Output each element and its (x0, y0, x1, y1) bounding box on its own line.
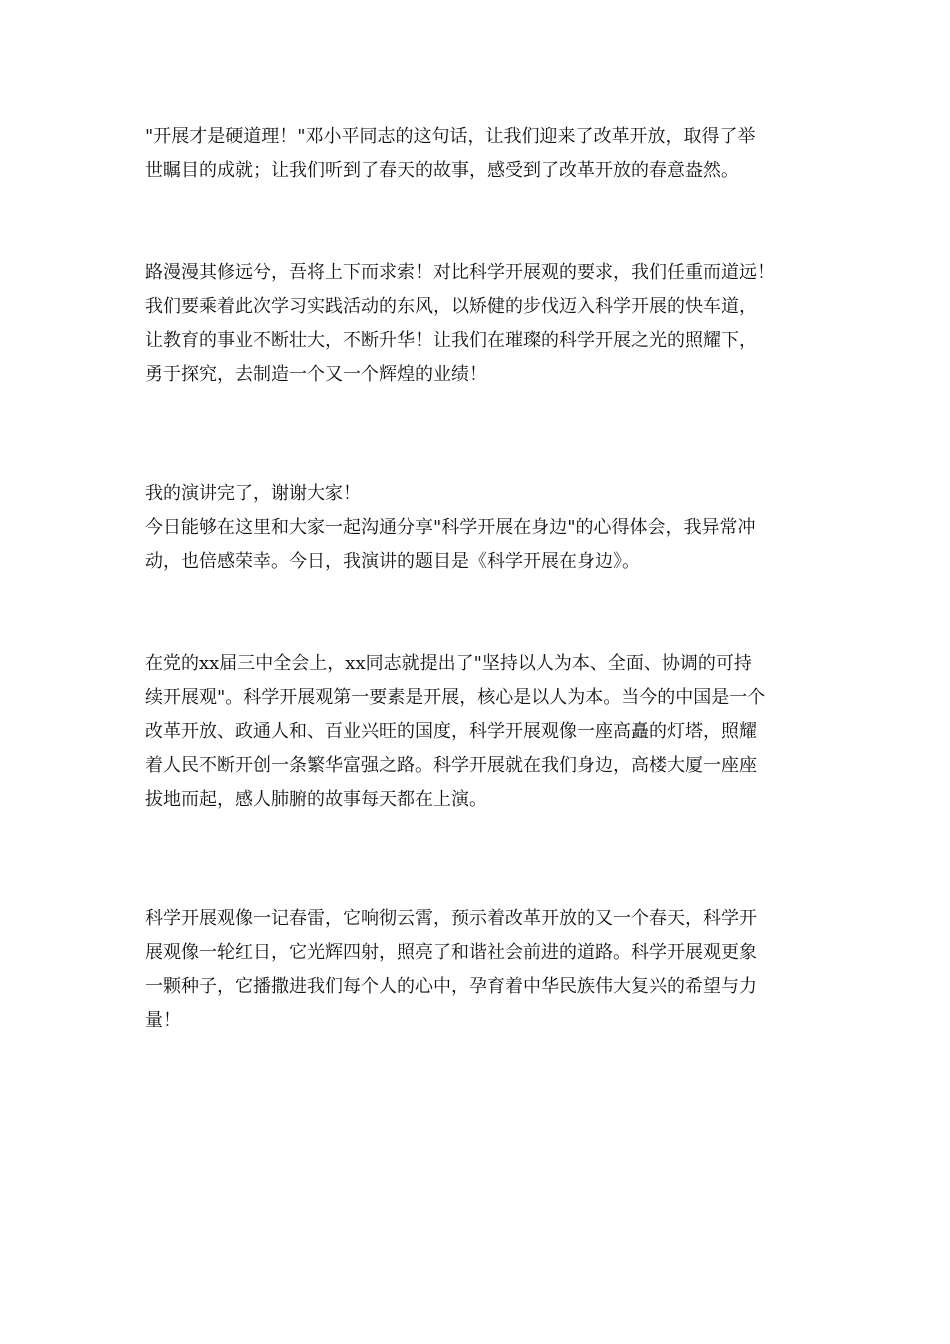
text-line: 世瞩目的成就；让我们听到了春天的故事，感受到了改革开放的春意盎然。 (145, 160, 739, 181)
text-line: 我们要乘着此次学习实践活动的东风，以矫健的步伐迈入科学开展的快车道， (145, 296, 757, 317)
text-line: 今日能够在这里和大家一起沟通分享"科学开展在身边"的心得体会，我异常冲 (145, 517, 756, 538)
text-line: 勇于探究，去制造一个又一个辉煌的业绩！ (145, 364, 487, 385)
text-line: 一颗种子，它播撒进我们每个人的心中，孕育着中华民族伟大复兴的希望与力 (145, 976, 757, 997)
paragraph-spring-thunder (145, 902, 825, 1038)
text-line: 在党的xx届三中全会上，xx同志就提出了"坚持以人为本、全面、协调的可持 (145, 653, 752, 674)
text-line: 路漫漫其修远兮，吾将上下而求索！对比科学开展观的要求，我们任重而道远！ (145, 262, 775, 283)
paragraph-speech-intro (145, 477, 825, 579)
text-line: 展观像一轮红日，它光辉四射，照亮了和谐社会前进的道路。科学开展观更象 (145, 942, 757, 963)
text-line: "开展才是硬道理！"邓小平同志的这句话，让我们迎来了改革开放，取得了举 (145, 126, 756, 147)
text-line: 量！ (145, 1010, 181, 1031)
paragraph-development-truth (145, 120, 825, 188)
text-line: 拔地而起，感人肺腑的故事每天都在上演。 (145, 789, 487, 810)
text-line: 让教育的事业不断壮大，不断升华！让我们在璀璨的科学开展之光的照耀下， (145, 330, 757, 351)
text-line: 科学开展观像一记春雷，它响彻云霄，预示着改革开放的又一个春天，科学开 (145, 908, 757, 929)
paragraph-party-congress (145, 647, 825, 817)
text-line: 续开展观"。科学开展观第一要素是开展，核心是以人为本。当今的中国是一个 (145, 687, 766, 708)
text-line: 我的演讲完了，谢谢大家！ (145, 483, 361, 504)
text-line: 着人民不断开创一条繁华富强之路。科学开展就在我们身边，高楼大厦一座座 (145, 755, 757, 776)
text-line: 改革开放、政通人和、百业兴旺的国度，科学开展观像一座高矗的灯塔，照耀 (145, 721, 757, 742)
text-line: 动，也倍感荣幸。今日，我演讲的题目是《科学开展在身边》。 (145, 551, 640, 572)
paragraph-long-road (145, 256, 825, 392)
